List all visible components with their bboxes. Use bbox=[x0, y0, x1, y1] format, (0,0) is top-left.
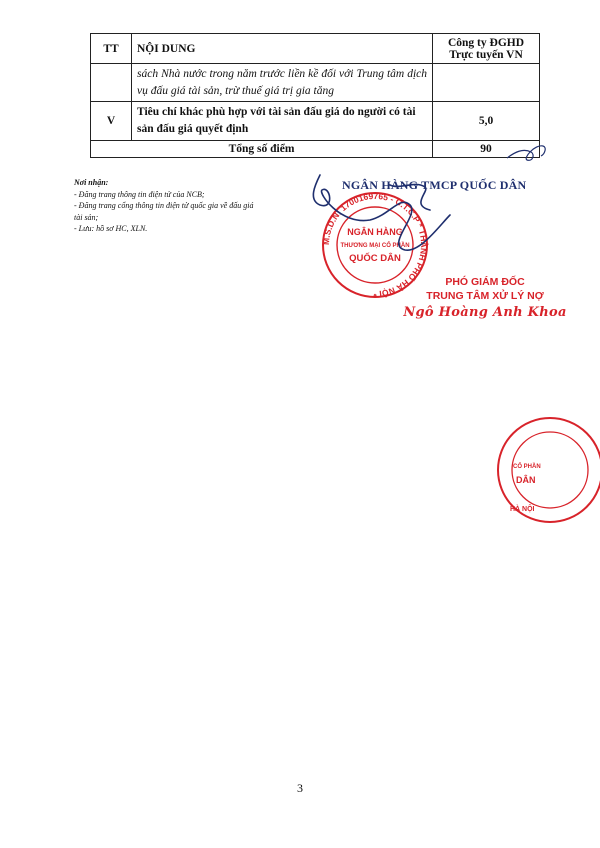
cell-tt-empty bbox=[91, 64, 132, 102]
table-row-total bbox=[91, 140, 540, 157]
scoring-table bbox=[90, 33, 540, 158]
table-header-row bbox=[91, 34, 540, 64]
initials-signature bbox=[505, 140, 550, 165]
partial-stamp bbox=[480, 415, 600, 525]
cell-total-score: 90 bbox=[433, 140, 540, 157]
cell-score-empty bbox=[433, 64, 540, 102]
signature-block bbox=[400, 276, 570, 320]
cell-score-v: 5,0 bbox=[433, 102, 540, 140]
stamp-center-line3: QUỐC DÂN bbox=[349, 253, 401, 264]
recipient-item: - Đăng trang thông tin điện tử của NCB; bbox=[74, 189, 205, 199]
svg-text:CỔ PHẦN: CỔ PHẦN bbox=[513, 464, 541, 470]
header-company bbox=[433, 34, 540, 64]
cell-content-v: Tiêu chí khác phù hợp với tài sản đấu giá do người có tài sản đấu giá quyết định bbox=[132, 102, 433, 140]
signer-position-line1: PHÓ GIÁM ĐỐC bbox=[445, 276, 525, 288]
stamp-ring-text: M.S.D.N: 1700169765 - C.T.C.P * THÀNH PHỐ HÀ NỘI * bbox=[320, 190, 430, 300]
page-number: 3 bbox=[297, 781, 303, 795]
recipient-item: - Đăng trang cổng thông tin điện tử quốc gia về đấu giá tài sản; bbox=[74, 201, 254, 222]
recipients-title: Nơi nhận: bbox=[74, 178, 109, 187]
header-tt: TT bbox=[91, 34, 132, 64]
table-row-continuation bbox=[91, 64, 540, 102]
stamp-center-line1: NGÂN HÀNG bbox=[347, 227, 403, 237]
recipients-block bbox=[74, 177, 259, 235]
svg-text:DÂN: DÂN bbox=[516, 475, 536, 485]
cell-total-label: Tổng số điểm bbox=[91, 140, 433, 157]
stamp-center-line2: THƯƠNG MẠI CỔ PHẦN bbox=[340, 243, 410, 249]
signer-name: Ngô Hoàng Anh Khoa bbox=[403, 305, 567, 321]
svg-text:HÀ NỘI: HÀ NỘI bbox=[510, 506, 535, 513]
header-content: NỘI DUNG bbox=[132, 34, 433, 64]
header-company-line1: Công ty ĐGHD bbox=[447, 36, 525, 49]
cell-continuation-text: sách Nhà nước trong năm trước liền kề đối với Trung tâm dịch vụ đấu giá tài sản, trừ thuế giá trị gia tăng bbox=[132, 64, 433, 102]
handwritten-signature bbox=[290, 165, 470, 275]
recipient-item: - Lưu: hồ sơ HC, XLN. bbox=[74, 224, 148, 234]
signer-position-line2: TRUNG TÂM XỬ LÝ NỢ bbox=[426, 289, 544, 302]
bank-name: NGÂN HÀNG TMCP QUỐC DÂN bbox=[342, 178, 527, 192]
cell-tt-v: V bbox=[91, 102, 132, 140]
header-company-line2: Trực tuyến VN bbox=[449, 48, 523, 61]
table-row-v bbox=[91, 102, 540, 140]
